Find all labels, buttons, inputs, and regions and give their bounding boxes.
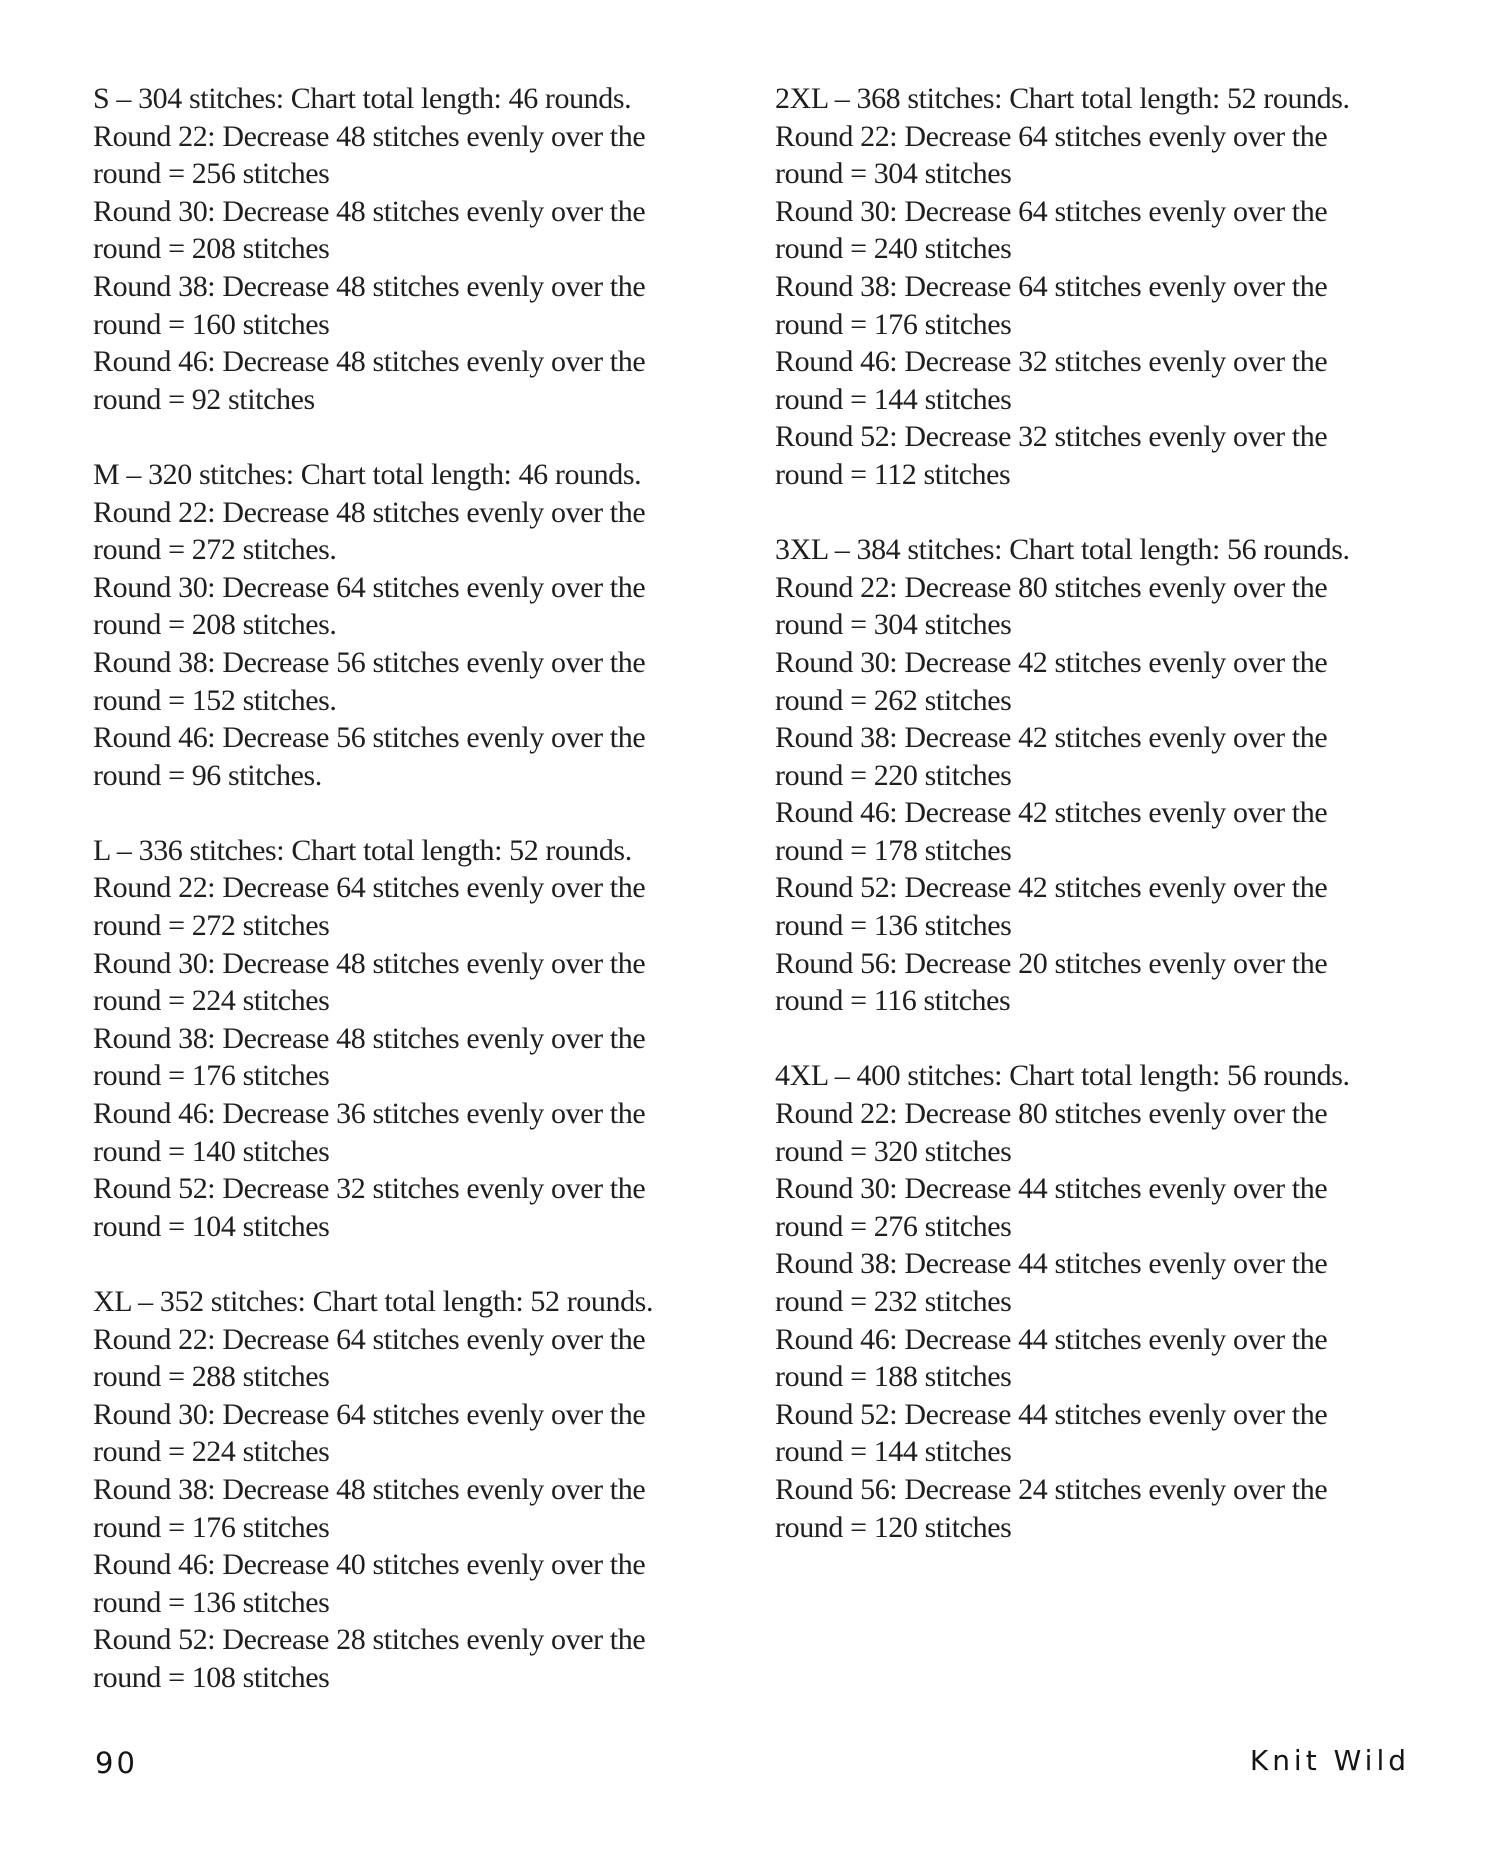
pattern-line: round = 176 stitches	[93, 1059, 330, 1093]
page-number: 90	[95, 1746, 138, 1780]
size-section-3XL	[775, 531, 1475, 1020]
pattern-line: round = 120 stitches	[775, 1510, 1012, 1544]
size-section-L	[93, 832, 763, 1246]
pattern-line: round = 276 stitches	[775, 1209, 1012, 1243]
size-section-2XL	[775, 80, 1475, 494]
pattern-line: round = 220 stitches	[775, 758, 1012, 792]
pattern-line: round = 256 stitches	[93, 157, 330, 191]
size-section-4XL	[775, 1057, 1475, 1546]
pattern-line: Round 38: Decrease 56 stitches evenly over the	[93, 645, 646, 679]
pattern-line: round = 304 stitches	[775, 157, 1012, 191]
pattern-line: Round 46: Decrease 42 stitches evenly over the	[775, 796, 1328, 830]
pattern-line: round = 92 stitches	[93, 382, 315, 416]
pattern-line: round = 112 stitches	[775, 457, 1011, 491]
pattern-line: round = 136 stitches	[775, 909, 1012, 943]
pattern-line: Round 30: Decrease 42 stitches evenly over the	[775, 645, 1328, 679]
pattern-line: Round 46: Decrease 40 stitches evenly over the	[93, 1548, 646, 1582]
pattern-line: round = 176 stitches	[93, 1510, 330, 1544]
pattern-line: round = 136 stitches	[93, 1585, 330, 1619]
pattern-line: Round 46: Decrease 36 stitches evenly over the	[93, 1097, 646, 1131]
pattern-line: Round 22: Decrease 80 stitches evenly over the	[775, 570, 1328, 604]
size-section-header: M – 320 stitches: Chart total length: 46 rounds.	[93, 457, 642, 491]
pattern-line: round = 208 stitches.	[93, 608, 337, 642]
pattern-line: round = 152 stitches.	[93, 683, 337, 717]
pattern-line: Round 22: Decrease 80 stitches evenly over the	[775, 1097, 1328, 1131]
pattern-line: Round 22: Decrease 48 stitches evenly over the	[93, 495, 646, 529]
pattern-line: Round 52: Decrease 28 stitches evenly over the	[93, 1623, 646, 1657]
brand-signature: Knit Wild	[1249, 1744, 1410, 1777]
pattern-line: Round 22: Decrease 48 stitches evenly over the	[93, 119, 646, 153]
pattern-line: Round 46: Decrease 56 stitches evenly over the	[93, 721, 646, 755]
pattern-line: round = 224 stitches	[93, 984, 330, 1018]
pattern-line: Round 52: Decrease 32 stitches evenly over the	[775, 420, 1328, 454]
pattern-line: round = 262 stitches	[775, 683, 1012, 717]
pattern-line: round = 272 stitches	[93, 909, 330, 943]
left-column	[93, 80, 763, 1697]
pattern-line: Round 56: Decrease 20 stitches evenly over the	[775, 946, 1328, 980]
pattern-line: Round 38: Decrease 48 stitches evenly over the	[93, 1021, 646, 1055]
pattern-line: Round 38: Decrease 64 stitches evenly over the	[775, 269, 1328, 303]
pattern-line: round = 304 stitches	[775, 608, 1012, 642]
size-section-S	[93, 80, 763, 418]
pattern-line: round = 288 stitches	[93, 1360, 330, 1394]
pattern-line: round = 108 stitches	[93, 1660, 330, 1694]
pattern-line: Round 22: Decrease 64 stitches evenly over the	[93, 1322, 646, 1356]
pattern-line: Round 30: Decrease 64 stitches evenly over the	[93, 570, 646, 604]
pattern-line: Round 46: Decrease 48 stitches evenly over the	[93, 345, 646, 379]
pattern-line: Round 38: Decrease 42 stitches evenly over the	[775, 721, 1328, 755]
pattern-line: round = 272 stitches.	[93, 533, 337, 567]
right-column	[775, 80, 1475, 1546]
pattern-line: Round 38: Decrease 48 stitches evenly over the	[93, 269, 646, 303]
pattern-line: Round 30: Decrease 44 stitches evenly over the	[775, 1172, 1328, 1206]
pattern-line: round = 140 stitches	[93, 1134, 330, 1168]
size-section-header: 3XL – 384 stitches: Chart total length: 56 rounds.	[775, 533, 1350, 567]
pattern-line: Round 22: Decrease 64 stitches evenly over the	[775, 119, 1328, 153]
pattern-line: Round 22: Decrease 64 stitches evenly over the	[93, 871, 646, 905]
pattern-line: Round 52: Decrease 32 stitches evenly over the	[93, 1172, 646, 1206]
size-section-M	[93, 456, 763, 794]
pattern-line: round = 178 stitches	[775, 833, 1012, 867]
size-section-header: S – 304 stitches: Chart total length: 46 rounds.	[93, 82, 632, 115]
size-section-header: L – 336 stitches: Chart total length: 52 rounds.	[93, 833, 632, 867]
pattern-line: round = 176 stitches	[775, 307, 1012, 341]
size-section-header: 2XL – 368 stitches: Chart total length: 52 rounds.	[775, 82, 1350, 115]
pattern-line: Round 46: Decrease 44 stitches evenly over the	[775, 1322, 1328, 1356]
pattern-line: Round 52: Decrease 42 stitches evenly over the	[775, 871, 1328, 905]
pattern-line: round = 144 stitches	[775, 1435, 1012, 1469]
pattern-line: round = 188 stitches	[775, 1360, 1012, 1394]
pattern-line: round = 160 stitches	[93, 307, 330, 341]
pattern-line: round = 116 stitches	[775, 984, 1011, 1018]
pattern-line: Round 52: Decrease 44 stitches evenly over the	[775, 1397, 1328, 1431]
size-section-header: XL – 352 stitches: Chart total length: 52 rounds.	[93, 1285, 654, 1318]
pattern-line: Round 46: Decrease 32 stitches evenly over the	[775, 345, 1328, 379]
pattern-line: round = 104 stitches	[93, 1209, 330, 1243]
pattern-line: Round 38: Decrease 44 stitches evenly over the	[775, 1247, 1328, 1281]
pattern-line: Round 30: Decrease 64 stitches evenly over the	[775, 194, 1328, 228]
pattern-line: Round 30: Decrease 64 stitches evenly over the	[93, 1397, 646, 1431]
pattern-line: round = 208 stitches	[93, 232, 330, 266]
pattern-line: round = 224 stitches	[93, 1435, 330, 1469]
pattern-line: round = 240 stitches	[775, 232, 1012, 266]
size-section-XL	[93, 1283, 763, 1697]
size-section-header: 4XL – 400 stitches: Chart total length: 56 rounds.	[775, 1059, 1350, 1093]
pattern-line: Round 38: Decrease 48 stitches evenly over the	[93, 1472, 646, 1506]
pattern-line: Round 30: Decrease 48 stitches evenly over the	[93, 194, 646, 228]
pattern-line: Round 30: Decrease 48 stitches evenly over the	[93, 946, 646, 980]
pattern-line: round = 96 stitches.	[93, 758, 322, 792]
pattern-line: round = 320 stitches	[775, 1134, 1012, 1168]
pattern-line: round = 144 stitches	[775, 382, 1012, 416]
pattern-line: Round 56: Decrease 24 stitches evenly over the	[775, 1472, 1328, 1506]
pattern-line: round = 232 stitches	[775, 1285, 1012, 1318]
